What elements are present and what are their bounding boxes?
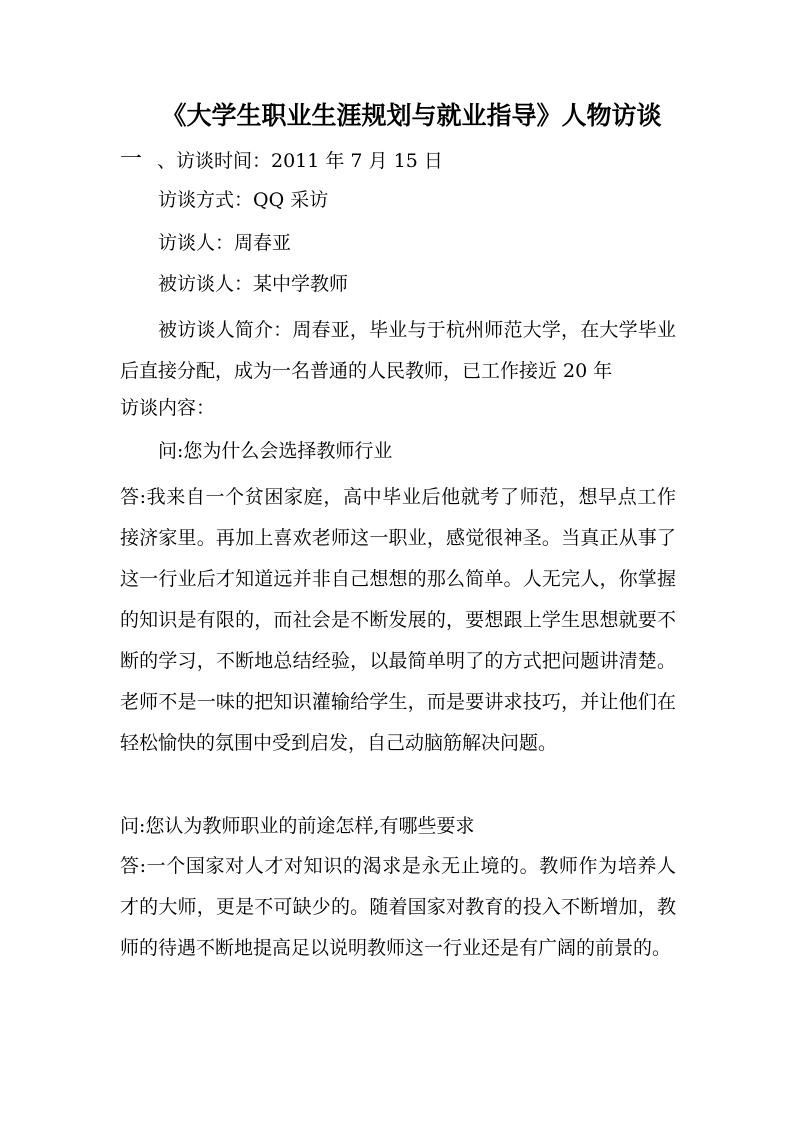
answer-1: 答:我来自一个贫困家庭，高中毕业后他就考了师范，想早点工作接济家里。再加上喜欢老师这一职业，感觉很神圣。当真正从事了这一行业后才知道远并非自己想想的那么简单。人无完人，你掌握的知识是有限的，而社会是不断发展的，要想跟上学生思想就要不断的学习，不断地总结经验，以最简单明了的方式把问题讲清楚。老师不是一味的把知识灌输给学生，而是要讲求技巧，并让他们在轻松愉快的氛围中受到启发，自己动脑筋解决问题。 xyxy=(120,486,676,754)
interviewer: 访谈人：周春亚 xyxy=(158,232,292,254)
document-title: 《大学生职业生涯规划与就业指导》人物访谈 xyxy=(161,101,662,130)
interview-time: 、访谈时间：2011 年 7 月 15 日 xyxy=(157,150,443,172)
section-number: 一 xyxy=(120,147,143,172)
interviewee: 被访谈人：某中学教师 xyxy=(158,273,349,295)
interview-method: 访谈方式：QQ 采访 xyxy=(158,189,329,211)
content-label: 访谈内容： xyxy=(120,397,216,419)
question-1: 问:您为什么会选择教师行业 xyxy=(158,440,393,462)
question-2: 问:您认为教师职业的前途怎样,有哪些要求 xyxy=(120,815,475,837)
answer-2: 答:一个国家对人才对知识的渴求是永无止境的。教师作为培养人才的大师，更是不可缺少的。随着国家对教育的投入不断增加，教师的待遇不断地提高足以说明教师这一行业还是有广阔的前景的。 xyxy=(120,855,676,959)
interviewee-intro: 被访谈人简介：周春亚，毕业与于杭州师范大学，在大学毕业后直接分配，成为一名普通的人民教师，已工作接近 20 年 xyxy=(120,319,676,382)
